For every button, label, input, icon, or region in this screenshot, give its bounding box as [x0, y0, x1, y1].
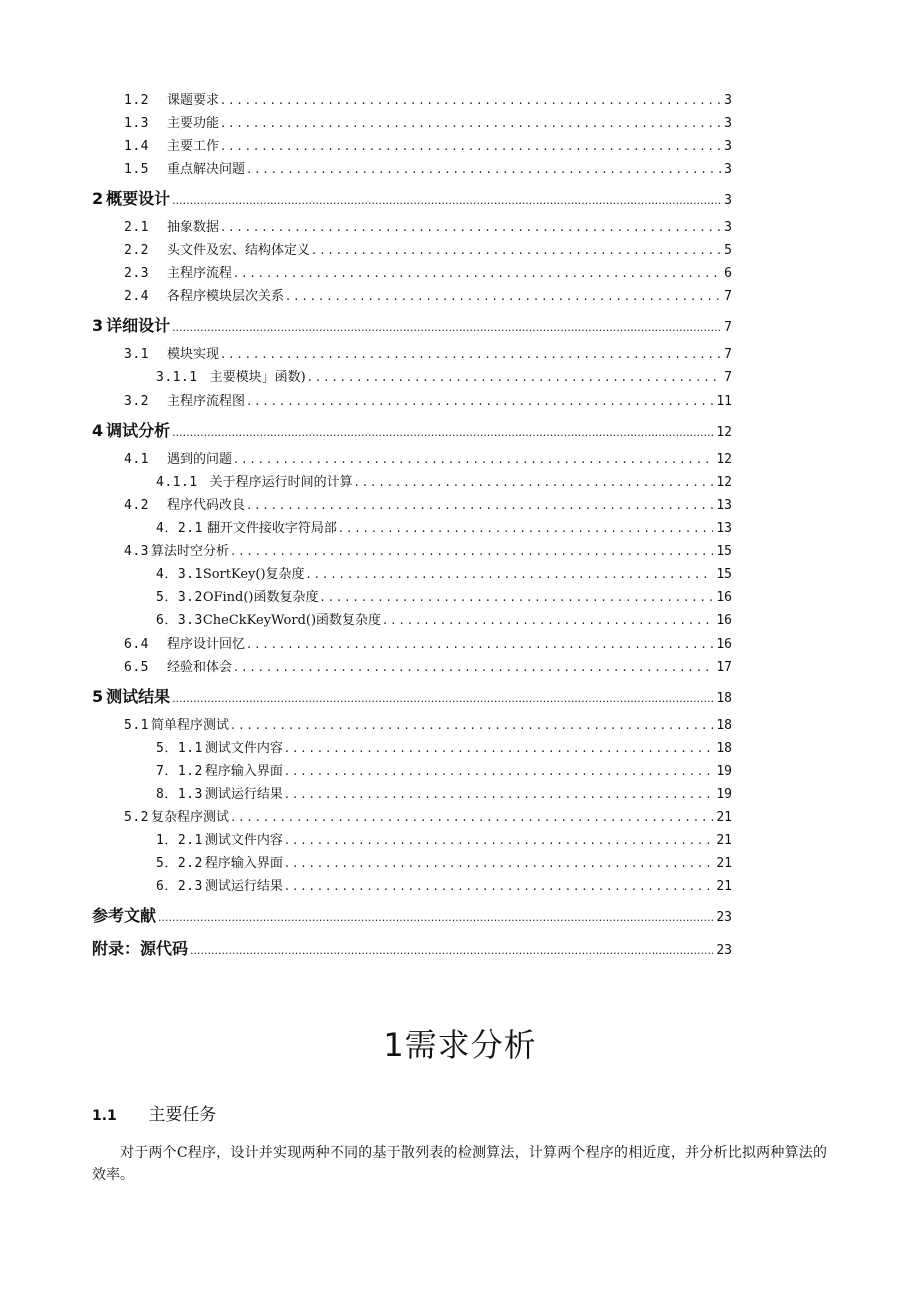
- toc-entry-page: 18: [716, 741, 732, 756]
- toc-entry[interactable]: [124, 89, 732, 108]
- toc-entry-page: 19: [716, 764, 732, 779]
- toc-entry-page: 7: [724, 347, 732, 362]
- toc-entry-number: 4.1.1: [156, 475, 198, 490]
- toc-entry-page: 16: [716, 590, 732, 605]
- toc-entry-number: 2.4: [124, 289, 149, 304]
- toc-chapter[interactable]: [92, 936, 732, 959]
- toc-entry-page: 7: [724, 289, 732, 304]
- toc-entry[interactable]: [156, 760, 732, 779]
- toc-leader: [247, 162, 721, 177]
- toc-leader: [321, 590, 714, 605]
- toc-entry-page: 5: [724, 243, 732, 258]
- toc-entry[interactable]: [156, 563, 732, 582]
- toc-leader: [172, 426, 713, 439]
- toc-entry-number: 2.3: [124, 266, 149, 281]
- toc-entry-number: 5．1.1: [156, 741, 203, 756]
- chapter-title: 1需求分析: [383, 1026, 537, 1064]
- toc-entry-title: 测试运行结果: [204, 879, 283, 894]
- toc-entry-page: 16: [716, 613, 732, 628]
- toc-entry-number: 5．3.2: [156, 590, 203, 605]
- toc-entry-title: 主程序流程图: [166, 394, 245, 409]
- toc-leader: [231, 544, 713, 559]
- toc-entry-page: 19: [716, 787, 732, 802]
- toc-entry[interactable]: [156, 875, 732, 894]
- toc-leader: [158, 911, 713, 924]
- toc-entry-title: 程序输入界面: [204, 856, 283, 871]
- toc-leader: [285, 741, 714, 756]
- toc-entry-title: 重点解决问题: [166, 162, 245, 177]
- toc-leader: [234, 452, 713, 467]
- toc-entry-number: 1.5: [124, 162, 149, 177]
- toc-entry-page: 3: [724, 93, 732, 108]
- toc-entry[interactable]: [124, 216, 732, 235]
- toc-leader: [172, 194, 721, 207]
- toc-entry-title: 各程序模块层次关系: [166, 289, 284, 304]
- toc-entry[interactable]: [156, 829, 732, 848]
- toc-chapter[interactable]: [92, 313, 732, 336]
- toc-entry-number: 1.4: [124, 139, 149, 154]
- toc-entry-title: 程序输入界面: [204, 764, 283, 779]
- toc-entry-page: 15: [716, 544, 732, 559]
- toc-chapter-number: 4: [92, 421, 104, 440]
- toc-leader: [285, 787, 714, 802]
- toc-entry-number: 6.4: [124, 637, 149, 652]
- toc-entry-page: 13: [716, 498, 732, 513]
- toc-entry-page: 17: [716, 660, 732, 675]
- toc-entry-title: 模块实现: [166, 347, 219, 362]
- toc-entry[interactable]: [156, 852, 732, 871]
- toc-leader: [308, 370, 721, 385]
- toc-entry[interactable]: [156, 471, 732, 490]
- toc-entry-title: 主要模块」函数): [209, 370, 306, 385]
- toc-leader: [286, 289, 721, 304]
- toc-entry-title: 经验和体会: [166, 660, 232, 675]
- toc-chapter[interactable]: [92, 684, 732, 707]
- toc-entry[interactable]: [156, 783, 732, 802]
- toc-chapter-title: 附录：源代码: [92, 939, 189, 958]
- toc-leader: [221, 116, 721, 131]
- toc-chapter-title: 概要设计: [106, 189, 171, 208]
- toc-entry-title: 主要工作: [166, 139, 219, 154]
- toc-entry-page: 13: [716, 521, 732, 536]
- toc-leader: [247, 394, 713, 409]
- toc-leader: [307, 567, 714, 582]
- toc-leader: [234, 660, 713, 675]
- toc-entry-title: 关于程序运行时间的计算: [209, 475, 353, 490]
- toc-entry-page: 6: [724, 266, 732, 281]
- toc-entry-page: 3: [724, 116, 732, 131]
- toc-entry-page: 3: [724, 139, 732, 154]
- toc-leader: [247, 498, 713, 513]
- toc-entry-page: 21: [716, 810, 732, 825]
- toc-chapter-number: 5: [92, 687, 104, 706]
- toc-leader: [231, 810, 713, 825]
- toc-entry-number: 6．3.3: [156, 613, 203, 628]
- toc-entry[interactable]: [124, 448, 732, 467]
- toc-entry[interactable]: [124, 633, 732, 652]
- toc-leader: [172, 321, 721, 334]
- toc-entry-number: 5.2: [124, 810, 149, 825]
- toc-entry[interactable]: [156, 609, 732, 628]
- toc-entry[interactable]: [124, 285, 732, 304]
- section-title: 主要任务: [148, 1105, 217, 1125]
- toc-leader: [190, 944, 713, 957]
- toc-leader: [172, 692, 713, 705]
- toc-entry[interactable]: [124, 112, 732, 131]
- toc-entry-title: 程序设计回忆: [166, 637, 245, 652]
- toc-entry[interactable]: [124, 158, 732, 177]
- toc-entry-page: 12: [716, 452, 732, 467]
- body-paragraph: 对于两个C程序，设计并实现两种不同的基于散列表的检测算法，计算两个程序的相近度，并分析比拟两种算法的效率。: [92, 1145, 827, 1183]
- toc-entry-page: 3: [724, 220, 732, 235]
- toc-entry[interactable]: [124, 262, 732, 281]
- toc-entry-title: OFind()函数复杂度: [202, 590, 319, 605]
- toc-entry-number: 6．2.3: [156, 879, 203, 894]
- toc-entry-number: 3.1: [124, 347, 149, 362]
- toc-entry-number: 1.3: [124, 116, 149, 131]
- toc-leader: [383, 613, 713, 628]
- toc-entry-number: 4．2.1: [156, 521, 203, 536]
- toc-entry-title: 算法时空分析: [150, 544, 229, 559]
- toc-entry-number: 5．2.2: [156, 856, 203, 871]
- toc-entry[interactable]: [156, 586, 732, 605]
- toc-entry-title: 头文件及宏、结构体定义: [166, 243, 310, 258]
- toc-chapter-title: 详细设计: [106, 316, 171, 335]
- toc-leader: [285, 856, 714, 871]
- toc-entry-title: 复杂程序测试: [150, 810, 229, 825]
- toc-entry[interactable]: [156, 737, 732, 756]
- toc-chapter[interactable]: [92, 903, 732, 926]
- toc-entry-number: 7．1.2: [156, 764, 203, 779]
- toc-entry-title: CheCkKeyWord()函数复杂度: [202, 613, 382, 628]
- toc-entry-number: 2.2: [124, 243, 149, 258]
- toc-entry-number: 4.2: [124, 498, 149, 513]
- toc-entry-page: 16: [716, 637, 732, 652]
- toc-chapter-number: 2: [92, 189, 104, 208]
- toc-entry-title: 简单程序测试: [150, 718, 229, 733]
- toc-entry-page: 3: [724, 193, 732, 208]
- toc-leader: [221, 220, 721, 235]
- toc-entry-page: 15: [716, 567, 732, 582]
- toc-leader: [221, 347, 721, 362]
- toc-entry-number: 4.3: [124, 544, 149, 559]
- section-heading: [92, 1100, 216, 1125]
- toc-leader: [285, 764, 714, 779]
- toc-leader: [285, 833, 714, 848]
- toc-entry-title: 主程序流程: [166, 266, 232, 281]
- section-number: 1.1: [92, 1108, 117, 1124]
- toc-entry-number: 5.1: [124, 718, 149, 733]
- toc-entry[interactable]: [124, 540, 732, 559]
- toc-entry-page: 23: [716, 910, 732, 925]
- toc-entry-page: 7: [724, 370, 732, 385]
- toc-entry-title: 测试文件内容: [204, 833, 283, 848]
- toc-leader: [355, 475, 714, 490]
- toc-leader: [339, 521, 714, 536]
- toc-entry-page: 3: [724, 162, 732, 177]
- toc-entry-title: 程序代码改良: [166, 498, 245, 513]
- toc-entry-page: 18: [716, 718, 732, 733]
- toc-entry-number: 1．2.1: [156, 833, 203, 848]
- toc-entry[interactable]: [156, 517, 732, 536]
- toc-entry-number: 4.1: [124, 452, 149, 467]
- toc-entry-title: 翻开文件接收字符局部: [206, 521, 337, 536]
- toc-entry-page: 12: [716, 475, 732, 490]
- toc-entry-title: 主要功能: [166, 116, 219, 131]
- toc-entry-page: 21: [716, 833, 732, 848]
- toc-chapter-title: 调试分析: [106, 421, 171, 440]
- toc-leader: [247, 637, 713, 652]
- toc-entry-page: 11: [716, 394, 732, 409]
- toc-entry-number: 4．3.1: [156, 567, 203, 582]
- toc-entry[interactable]: [124, 806, 732, 825]
- toc-entry[interactable]: [124, 390, 732, 409]
- toc-entry[interactable]: [124, 343, 732, 362]
- toc-entry-number: 2.1: [124, 220, 149, 235]
- toc-entry-page: 21: [716, 879, 732, 894]
- toc-leader: [221, 139, 721, 154]
- toc-chapter-title: 参考文献: [92, 906, 157, 925]
- toc-entry-number: 6.5: [124, 660, 149, 675]
- toc-entry-page: 7: [724, 320, 732, 335]
- toc-entry[interactable]: [124, 135, 732, 154]
- toc-entry-page: 23: [716, 943, 732, 958]
- toc-entry-number: 8．1.3: [156, 787, 203, 802]
- toc-leader: [312, 243, 721, 258]
- toc-entry-number: 3.1.1: [156, 370, 198, 385]
- toc-leader: [231, 718, 713, 733]
- toc-chapter[interactable]: [92, 186, 732, 209]
- toc-entry-title: SortKey()复杂度: [202, 567, 305, 582]
- toc-entry-title: 测试文件内容: [204, 741, 283, 756]
- toc-entry-page: 18: [716, 691, 732, 706]
- toc-leader: [285, 879, 714, 894]
- toc-chapter[interactable]: [92, 418, 732, 441]
- toc-entry-page: 21: [716, 856, 732, 871]
- toc-chapter-title: 测试结果: [106, 687, 171, 706]
- toc-leader: [221, 93, 721, 108]
- toc-entry[interactable]: [156, 366, 732, 385]
- toc-entry[interactable]: [124, 494, 732, 513]
- toc-entry-number: 1.2: [124, 93, 149, 108]
- toc-entry[interactable]: [124, 239, 732, 258]
- toc-entry-title: 抽象数据: [166, 220, 219, 235]
- toc-entry-title: 课题要求: [166, 93, 219, 108]
- toc-entry-number: 3.2: [124, 394, 149, 409]
- toc-entry[interactable]: [124, 656, 732, 675]
- toc-entry-title: 测试运行结果: [204, 787, 283, 802]
- toc-entry-title: 遇到的问题: [166, 452, 232, 467]
- toc-entry[interactable]: [124, 714, 732, 733]
- toc-leader: [234, 266, 721, 281]
- toc-chapter-number: 3: [92, 316, 104, 335]
- toc-entry-page: 12: [716, 425, 732, 440]
